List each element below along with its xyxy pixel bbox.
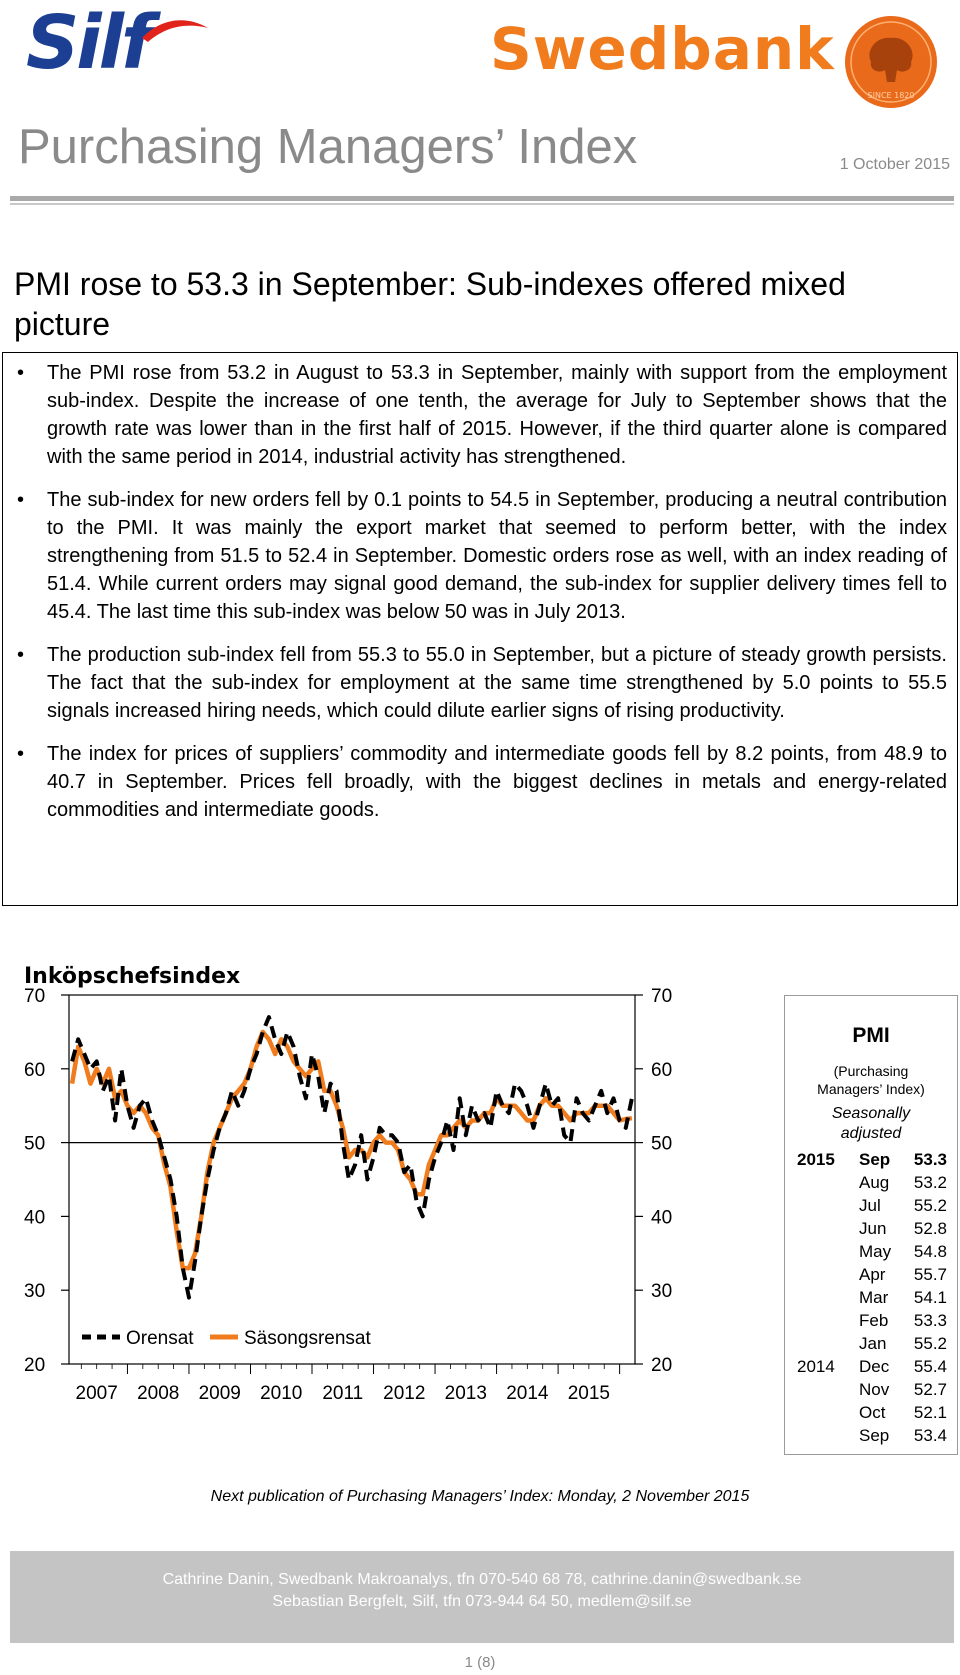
row-month: May xyxy=(859,1242,892,1261)
contact-line: Sebastian Bergfelt, Silf, tfn 073-944 64 50, medlem@silf.se xyxy=(272,1593,692,1610)
row-month: Jan xyxy=(859,1334,887,1353)
summary-bullet: • The index for prices of suppliers’ commodity and intermediate goods fell by 8.2 points, from 48.9 to 40.7 in September. Prices fell broadly, with the biggest declines in metals and energy-related commodities and intermediate goods. xyxy=(13,740,947,824)
y-axis-left xyxy=(24,986,69,1376)
legend-label-orensat: Orensat xyxy=(126,1328,194,1349)
row-month: Jul xyxy=(859,1196,881,1215)
silf-logo xyxy=(24,2,214,78)
row-month: Oct xyxy=(859,1403,886,1422)
pmi-table-title: PMI xyxy=(852,1024,890,1047)
y-tick-label: 70 xyxy=(24,986,46,1007)
x-tick-label: 2011 xyxy=(322,1383,364,1404)
series-line-sasongsrensat xyxy=(72,1032,632,1268)
headline: PMI rose to 53.3 in September: Sub-indexes offered mixed picture xyxy=(14,266,846,342)
summary-bullet: • The sub-index for new orders fell by 0.1 points to 54.5 in September, producing a neutral contribution to the PMI. It was mainly the export market that seemed to perform better, with the index strengthening from 51.5 to 52.4 in September. Domestic orders rose as well, with an index reading of 51.4. While current orders may signal good demand, the sub-index for supplier delivery times fell to 45.4. The last time this sub-index was below 50 was in July 2013. xyxy=(13,486,947,626)
silf-swoosh xyxy=(142,20,208,42)
x-tick-label: 2007 xyxy=(75,1383,118,1404)
row-year: 2014 xyxy=(797,1357,835,1376)
row-month: Aug xyxy=(859,1173,890,1192)
row-month: Feb xyxy=(859,1311,889,1330)
row-value: 53.3 xyxy=(913,1150,947,1169)
contact-footer xyxy=(10,1551,954,1643)
report-date: 1 October 2015 xyxy=(839,156,950,173)
series-layer xyxy=(72,1017,632,1298)
row-month: Sep xyxy=(859,1150,891,1169)
series-line-orensat xyxy=(72,1017,632,1298)
pmi-subtitle-line: (Purchasing xyxy=(833,1063,909,1079)
table-row xyxy=(797,1424,947,1447)
row-year: 2015 xyxy=(797,1150,835,1169)
pmi-adjustment-line: adjusted xyxy=(840,1125,902,1142)
y-tick-label: 70 xyxy=(651,986,673,1007)
pmi-adjustment-line: Seasonally xyxy=(831,1105,911,1122)
table-row xyxy=(797,1309,947,1332)
row-month: Nov xyxy=(859,1380,890,1399)
y-tick-label: 30 xyxy=(651,1281,673,1303)
table-row xyxy=(797,1378,947,1401)
y-tick-label: 40 xyxy=(651,1207,673,1229)
y-tick-label: 50 xyxy=(651,1133,673,1155)
x-tick-label: 2013 xyxy=(444,1383,487,1404)
row-value: 54.1 xyxy=(913,1288,947,1307)
row-value: 55.2 xyxy=(913,1334,947,1353)
next-publication-note: Next publication of Purchasing Managers’ Index: Monday, 2 November 2015 xyxy=(210,1488,750,1505)
row-value: 52.8 xyxy=(913,1219,947,1238)
y-tick-label: 60 xyxy=(24,1059,46,1081)
report-title: Purchasing Managers’ Index xyxy=(18,120,638,174)
row-value: 54.8 xyxy=(913,1242,947,1261)
table-row xyxy=(797,1217,947,1240)
x-tick-label: 2014 xyxy=(506,1383,549,1404)
pmi-line-chart xyxy=(14,958,674,1448)
row-month: Apr xyxy=(859,1265,886,1284)
pmi-table-box xyxy=(784,995,958,1455)
row-value: 53.3 xyxy=(913,1311,947,1330)
y-tick-label: 50 xyxy=(24,1133,46,1155)
row-month: Sep xyxy=(859,1426,890,1445)
pmi-table-subtitle xyxy=(785,1062,957,1098)
row-value: 55.4 xyxy=(913,1357,947,1376)
table-row xyxy=(797,1148,947,1171)
summary-box xyxy=(2,352,958,906)
row-value: 52.1 xyxy=(913,1403,947,1422)
pmi-chart xyxy=(14,958,674,1448)
summary-bullet: • The PMI rose from 53.2 in August to 53.3 in September, mainly with support from the employment sub-index. Despite the increase of one tenth, the average for July to September shows that the growth rate was lower than in the first half of 2015. However, if the third quarter alone is compared with the same period in 2014, industrial activity has strengthened. xyxy=(13,359,947,471)
pmi-adjustment-note xyxy=(785,1104,957,1144)
table-row xyxy=(797,1263,947,1286)
row-value: 53.2 xyxy=(913,1173,947,1192)
header-rule xyxy=(10,196,954,201)
row-value: 53.4 xyxy=(913,1426,947,1445)
row-value: 52.7 xyxy=(913,1380,947,1399)
pmi-values-table xyxy=(797,1148,947,1447)
table-row xyxy=(797,1171,947,1194)
y-tick-label: 20 xyxy=(24,1355,46,1376)
header-rule-thin xyxy=(10,203,954,205)
x-tick-label: 2012 xyxy=(383,1383,426,1404)
y-tick-label: 40 xyxy=(24,1207,46,1229)
x-tick-label: 2008 xyxy=(137,1383,180,1404)
table-row xyxy=(797,1194,947,1217)
seal-text: SINCE 1820 xyxy=(867,91,915,100)
y-tick-label: 60 xyxy=(651,1059,673,1081)
x-tick-label: 2010 xyxy=(260,1383,303,1404)
x-axis xyxy=(76,1364,620,1404)
x-tick-label: 2015 xyxy=(567,1383,610,1404)
plot-frame xyxy=(69,995,635,1364)
table-row xyxy=(797,1240,947,1263)
y-axis-right xyxy=(635,986,672,1376)
summary-bullet: • The production sub-index fell from 55.3 to 55.0 in September, but a picture of steady growth persists. The fact that the sub-index for employment at the same time strengthened by 5.0 points to 55.5 signals increased hiring needs, which could dilute earlier signs of rising productivity. xyxy=(13,641,947,725)
y-tick-label: 20 xyxy=(651,1355,673,1376)
chart-legend xyxy=(82,1328,371,1349)
contact-line: Cathrine Danin, Swedbank Makroanalys, tfn 070-540 68 78, cathrine.danin@swedbank.se xyxy=(162,1571,802,1588)
row-month: Dec xyxy=(859,1357,890,1376)
swedbank-logo xyxy=(490,14,950,104)
table-row xyxy=(797,1355,947,1378)
y-tick-label: 30 xyxy=(24,1281,46,1303)
table-row xyxy=(797,1286,947,1309)
swedbank-wordmark: Swedbank xyxy=(490,15,835,83)
x-tick-label: 2009 xyxy=(198,1383,241,1404)
chart-title: Inköpschefsindex xyxy=(24,964,241,989)
swedbank-oak-seal-icon xyxy=(843,14,939,110)
table-row xyxy=(797,1332,947,1355)
row-value: 55.2 xyxy=(913,1196,947,1215)
page-number: 1 (8) xyxy=(464,1654,496,1671)
pmi-subtitle-line: Managers’ Index) xyxy=(817,1081,925,1097)
row-value: 55.7 xyxy=(913,1265,947,1284)
legend-label-sasongsrensat: Säsongsrensat xyxy=(244,1328,371,1349)
silf-logo-text: Silf xyxy=(26,2,151,78)
row-month: Mar xyxy=(859,1288,889,1307)
summary-bullet-list xyxy=(13,359,947,824)
row-month: Jun xyxy=(859,1219,887,1238)
table-row xyxy=(797,1401,947,1424)
